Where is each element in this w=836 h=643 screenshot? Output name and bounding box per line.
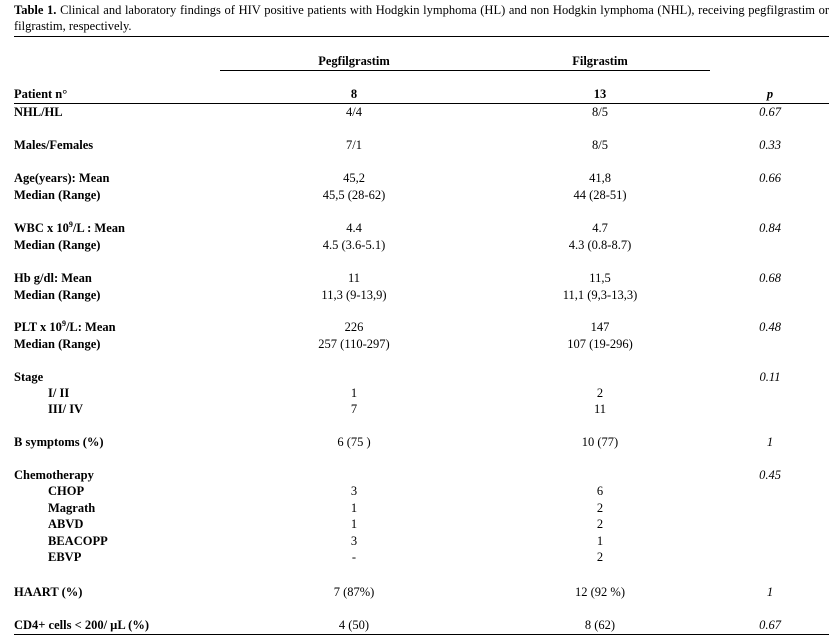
- p-value: 0.11: [759, 370, 781, 384]
- cell: 45,5 (28-62): [322, 188, 386, 202]
- p-value: 0.67: [759, 105, 781, 119]
- p-value: 1: [766, 435, 774, 449]
- sub-label: CHOP: [48, 484, 85, 498]
- cell: 11: [347, 271, 361, 285]
- row-label-wbc-median: Median (Range): [14, 238, 101, 252]
- cell: 2: [596, 501, 604, 515]
- sub-label: Magrath: [48, 501, 96, 515]
- p-value: 0.68: [759, 271, 781, 285]
- cell: 8/5: [592, 138, 608, 152]
- cell: 11,3 (9-13,9): [321, 288, 387, 302]
- p-value: 0.66: [759, 171, 781, 185]
- header-pegfilgrastim: Pegfilgrastim: [318, 54, 390, 68]
- cell: 10 (77): [581, 435, 619, 449]
- row-label-nhl-hl: NHL/HL: [14, 105, 63, 119]
- row-label-age-median: Median (Range): [14, 188, 101, 202]
- cell: 4.4: [346, 221, 362, 235]
- row-label-hb: Hb g/dl: Mean: [14, 271, 92, 285]
- cell: 8 (62): [584, 618, 616, 632]
- caption-label: Table 1.: [14, 3, 57, 17]
- cell: 41,8: [589, 171, 611, 185]
- group-underline: [220, 70, 710, 71]
- cell: 1: [596, 534, 604, 548]
- cell: 3: [350, 534, 358, 548]
- cell: 1: [350, 386, 358, 400]
- row-label-chemotherapy: Chemotherapy: [14, 468, 94, 482]
- p-value: 0.45: [759, 468, 781, 482]
- n-filgrastim: 13: [593, 87, 607, 101]
- cell: 11: [593, 402, 607, 416]
- cell: 2: [596, 550, 604, 564]
- cell: 4.3 (0.8-8.7): [568, 238, 632, 252]
- row-label-sex: Males/Females: [14, 138, 94, 152]
- header-filgrastim: Filgrastim: [572, 54, 628, 68]
- cell: 257 (110-297): [318, 337, 390, 351]
- cell: 11,5: [589, 271, 611, 285]
- cell: 7/1: [346, 138, 362, 152]
- cell: 4.5 (3.6-5.1): [322, 238, 386, 252]
- row-label-age: Age(years): Mean: [14, 171, 110, 185]
- caption-text: Clinical and laboratory findings of HIV positive patients with Hodgkin lymphoma (HL) and non Hodgkin lymphoma (NHL), receiving pegfilgrastim or filgrastim, respectively.: [14, 3, 829, 33]
- p-value: 0.48: [759, 320, 781, 334]
- cell: 6 (75 ): [337, 435, 371, 449]
- table-caption: [14, 3, 829, 34]
- sub-label: ABVD: [48, 517, 84, 531]
- cell: 147: [590, 320, 610, 334]
- cell: 44 (28-51): [573, 188, 627, 202]
- p-header: p: [766, 87, 774, 101]
- cell: 8/5: [592, 105, 608, 119]
- cell: 12 (92 %): [575, 585, 625, 599]
- cell: 4/4: [346, 105, 362, 119]
- sub-label: I/ II: [48, 386, 70, 400]
- cell: 7: [350, 402, 358, 416]
- row-label-hb-median: Median (Range): [14, 288, 101, 302]
- p-value: 0.67: [759, 618, 781, 632]
- cell: 2: [596, 517, 604, 531]
- top-rule: [14, 36, 829, 37]
- cell: -: [351, 550, 357, 564]
- p-value: 0.84: [759, 221, 781, 235]
- cell: 7 (87%): [333, 585, 375, 599]
- row-label-b-symptoms: B symptoms (%): [14, 435, 104, 449]
- row-label-plt-median: Median (Range): [14, 337, 101, 351]
- row-label-stage: Stage: [14, 370, 44, 384]
- row-label-cd4: CD4+ cells < 200/ µL (%): [14, 618, 149, 632]
- cell: 3: [350, 484, 358, 498]
- cell: 11,1 (9,3-13,3): [562, 288, 638, 302]
- bottom-rule: [14, 634, 829, 635]
- sub-label: EBVP: [48, 550, 82, 564]
- cell: 6: [596, 484, 604, 498]
- patient-n-label: Patient n°: [14, 87, 68, 101]
- p-value: 1: [766, 585, 774, 599]
- cell: 226: [344, 320, 364, 334]
- row-label-plt: PLT x $10^9/L$: Mean: [14, 319, 116, 334]
- sub-label: BEACOPP: [48, 534, 108, 548]
- cell: 107 (19-296): [567, 337, 633, 351]
- cell: 4.7: [592, 221, 608, 235]
- cell: 2: [596, 386, 604, 400]
- cell: 45,2: [343, 171, 365, 185]
- cell: 1: [350, 517, 358, 531]
- p-value: 0.33: [759, 138, 781, 152]
- row-label-haart: HAART (%): [14, 585, 83, 599]
- row-label-wbc: WBC x $10^9/L$ : Mean: [14, 220, 125, 235]
- n-pegfilgrastim: 8: [350, 87, 358, 101]
- cell: 1: [350, 501, 358, 515]
- sub-label: III/ IV: [48, 402, 84, 416]
- cell: 4 (50): [338, 618, 370, 632]
